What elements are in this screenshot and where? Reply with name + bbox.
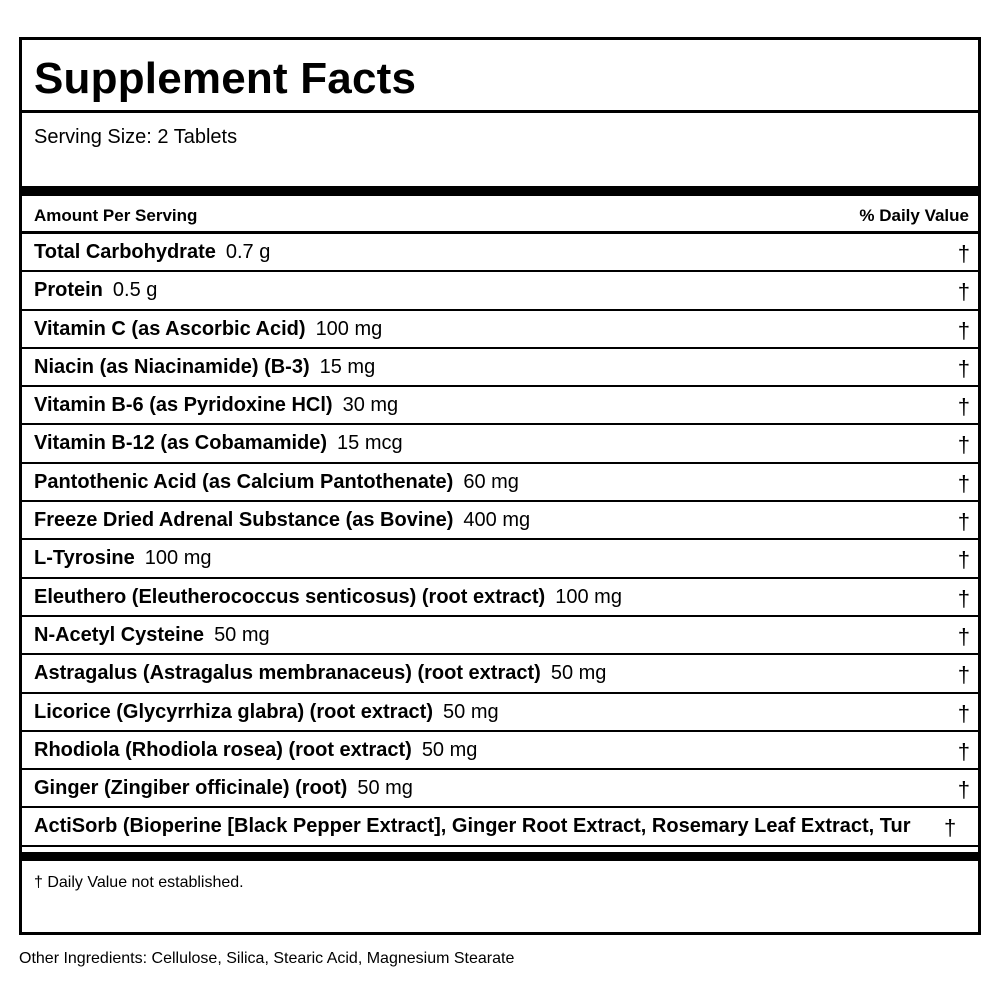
nutrient-name bbox=[34, 509, 530, 532]
nutrient-row bbox=[22, 694, 978, 732]
nutrient-label: Vitamin C (as Ascorbic Acid) bbox=[34, 317, 306, 340]
nutrient-label: Astragalus (Astragalus membranaceus) (root extract) bbox=[34, 662, 541, 685]
nutrient-row bbox=[22, 808, 978, 846]
nutrient-row bbox=[22, 579, 978, 617]
nutrient-amount: 50 mg bbox=[550, 662, 607, 685]
nutrient-amount: 60 mg bbox=[463, 470, 519, 493]
daily-value-dagger: † bbox=[957, 317, 970, 343]
nutrient-label: Total Carbohydrate bbox=[34, 241, 216, 263]
nutrient-amount: 400 mg bbox=[463, 509, 531, 532]
nutrient-name bbox=[34, 701, 499, 724]
nutrient-amount: 15 mcg bbox=[337, 432, 403, 455]
nutrient-name bbox=[34, 624, 270, 647]
nutrient-label: Vitamin B-12 (as Cobamamide) bbox=[34, 432, 328, 455]
nutrient-label: Vitamin B-6 (as Pyridoxine HCl) bbox=[34, 394, 333, 417]
nutrient-row bbox=[22, 272, 978, 310]
nutrient-label: Licorice (Glycyrrhiza glabra) (root extract) bbox=[34, 700, 434, 723]
daily-value-dagger: † bbox=[957, 738, 970, 764]
nutrient-name bbox=[34, 777, 413, 800]
other-ingredients: Other Ingredients: Cellulose, Silica, Stearic Acid, Magnesium Stearate bbox=[19, 950, 515, 967]
nutrient-amount: 50 mg bbox=[357, 777, 413, 800]
nutrient-label: L-Tyrosine bbox=[34, 547, 135, 570]
nutrient-name bbox=[34, 356, 375, 379]
nutrient-amount: 100 mg bbox=[144, 547, 212, 570]
daily-value-dagger: † bbox=[957, 547, 970, 573]
nutrient-row bbox=[22, 464, 978, 502]
nutrient-amount: 0.7 g bbox=[225, 241, 271, 263]
nutrient-label: Pantothenic Acid (as Calcium Pantothenate) bbox=[34, 470, 454, 493]
nutrient-row bbox=[22, 732, 978, 770]
nutrient-label: Rhodiola (Rhodiola rosea) (root extract) bbox=[34, 738, 412, 761]
nutrient-row bbox=[22, 502, 978, 540]
daily-value-dagger: † bbox=[944, 815, 957, 841]
daily-value-dagger: † bbox=[957, 623, 970, 649]
nutrient-amount: 30 mg bbox=[342, 394, 399, 417]
daily-value-dagger: † bbox=[957, 279, 970, 305]
nutrient-amount: 50 mg bbox=[443, 700, 499, 723]
supplement-facts-panel bbox=[19, 37, 981, 935]
thick-divider-bottom bbox=[22, 852, 978, 861]
daily-value-dagger: † bbox=[957, 432, 970, 458]
nutrient-amount: 15 mg bbox=[319, 355, 376, 378]
daily-value-header: % Daily Value bbox=[859, 206, 969, 225]
nutrient-row bbox=[22, 540, 978, 578]
nutrient-row bbox=[22, 311, 978, 349]
nutrient-row bbox=[22, 387, 978, 425]
title-row bbox=[22, 40, 978, 113]
nutrient-name bbox=[34, 241, 270, 264]
nutrient-name bbox=[34, 662, 606, 685]
nutrient-label: Ginger (Zingiber officinale) (root) bbox=[34, 777, 348, 800]
daily-value-dagger: † bbox=[957, 394, 970, 420]
nutrient-row bbox=[22, 655, 978, 693]
nutrient-name bbox=[34, 739, 477, 762]
nutrient-row bbox=[22, 349, 978, 387]
nutrient-name bbox=[34, 394, 398, 417]
daily-value-dagger: † bbox=[957, 509, 970, 535]
nutrient-label: N-Acetyl Cysteine bbox=[34, 623, 205, 646]
serving-size: Serving Size: 2 Tablets bbox=[34, 126, 238, 148]
nutrient-rows bbox=[22, 234, 978, 847]
nutrient-amount: 50 mg bbox=[421, 738, 478, 761]
nutrient-name bbox=[34, 586, 622, 609]
nutrient-row bbox=[22, 770, 978, 808]
nutrient-name bbox=[34, 318, 382, 341]
daily-value-dagger: † bbox=[957, 585, 970, 611]
daily-value-dagger: † bbox=[957, 700, 970, 726]
nutrient-row bbox=[22, 617, 978, 655]
nutrient-label: Protein bbox=[34, 279, 103, 302]
serving-row bbox=[22, 116, 978, 186]
nutrient-label: Niacin (as Niacinamide) (B-3) bbox=[34, 355, 310, 378]
nutrient-label: Freeze Dried Adrenal Substance (as Bovine) bbox=[34, 509, 454, 532]
daily-value-dagger: † bbox=[957, 355, 970, 381]
daily-value-footnote: † Daily Value not established. bbox=[34, 874, 244, 891]
nutrient-amount: 100 mg bbox=[315, 317, 383, 340]
daily-value-dagger: † bbox=[957, 777, 970, 803]
nutrient-name bbox=[34, 432, 403, 455]
nutrient-name bbox=[34, 471, 519, 494]
daily-value-dagger: † bbox=[957, 241, 970, 266]
nutrient-label: ActiSorb (Bioperine [Black Pepper Extract], Ginger Root Extract, Rosemary Leaf Extract, Tur bbox=[34, 815, 911, 838]
nutrient-row bbox=[22, 425, 978, 463]
nutrient-amount: 50 mg bbox=[214, 623, 270, 646]
nutrient-amount: 0.5 g bbox=[112, 279, 158, 302]
amount-per-serving-header: Amount Per Serving bbox=[34, 206, 198, 225]
panel-title: Supplement Facts bbox=[34, 54, 417, 103]
thick-divider-top bbox=[22, 186, 978, 196]
thin-divider-bottom bbox=[22, 845, 978, 847]
nutrient-row bbox=[22, 234, 978, 272]
nutrient-name bbox=[34, 547, 211, 570]
daily-value-dagger: † bbox=[957, 470, 970, 496]
nutrient-name bbox=[34, 279, 157, 302]
column-header-row bbox=[22, 196, 978, 234]
nutrient-amount: 100 mg bbox=[555, 585, 622, 608]
nutrient-name bbox=[34, 815, 921, 838]
nutrient-label: Eleuthero (Eleutherococcus senticosus) (root extract) bbox=[34, 585, 546, 608]
daily-value-dagger: † bbox=[957, 662, 970, 688]
